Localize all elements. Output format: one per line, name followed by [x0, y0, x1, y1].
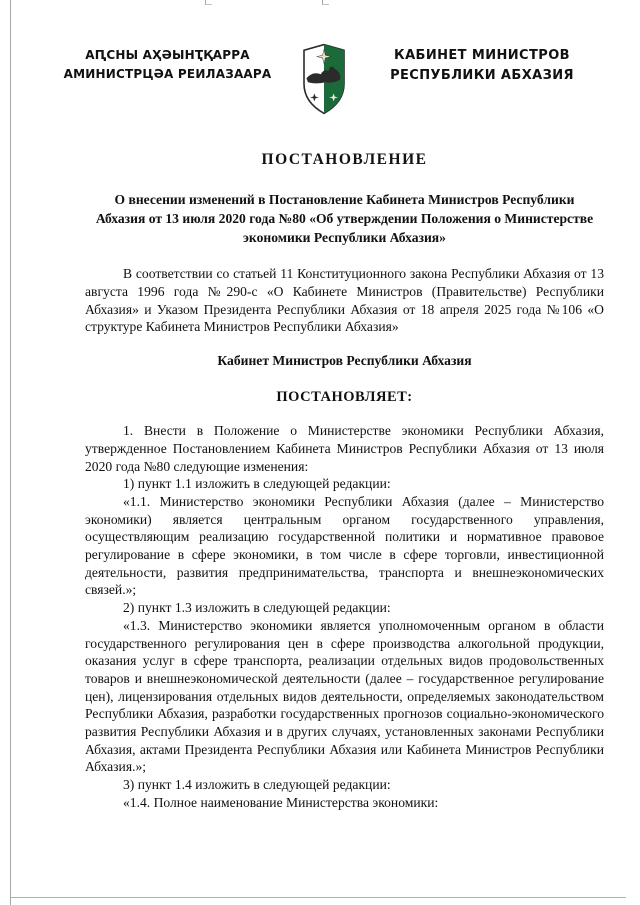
letterhead-russian-line2: РЕСПУБЛИКИ АБХАЗИЯ: [390, 68, 574, 84]
document-subject: О внесении изменений в Постановление Кабинета Министров Республики Абхазия от 13 июля 2020 года №80 «Об утверждении Положения о Министерстве экономики Республики Абхазия»: [95, 192, 594, 246]
abkhazia-coat-of-arms-icon: [300, 42, 348, 116]
clause-paragraph: 1) пункт 1.1 изложить в следующей редакции:: [123, 476, 391, 492]
letterhead-abkhaz-line2: АМИНИСТРЦӘА РЕИЛАЗААРА: [63, 66, 272, 81]
scan-artifact-bottom-line: [11, 897, 626, 898]
scan-artifact-mark: [205, 0, 212, 5]
scan-artifact-left-line: [10, 0, 11, 905]
letterhead-abkhaz-name: [60, 42, 275, 83]
letterhead: [0, 0, 640, 116]
letterhead-russian-name: [372, 42, 592, 86]
clause-paragraph: 2) пункт 1.3 изложить в следующей редакции:: [123, 600, 391, 616]
document-clauses: [85, 422, 604, 811]
document-title: ПОСТАНОВЛЕНИЕ: [261, 151, 428, 168]
clause-paragraph: 3) пункт 1.4 изложить в следующей редакции:: [123, 776, 391, 792]
clause-paragraph: 1. Внести в Положение о Министерстве экономики Республики Абхазия, утвержденное Постановлением Кабинета Министров Республики Абхазия от 13 июля 2020 года №80 следующие изменения:: [85, 423, 604, 474]
document-authority: Кабинет Министров Республики Абхазия: [217, 352, 472, 368]
clause-paragraph: «1.1. Министерство экономики Республики Абхазия (далее – Министерство экономики) является центральным органом государственного управления, осуществляющим реализацию государственной политики и нормативное правовое регулирование в сфере экономики, в том числе в сфере торговли, инвестиционной деятельности, развития предпринимательства, транспорта и внешнеэкономических связей.»;: [85, 494, 604, 598]
letterhead-russian-line1: КАБИНЕТ МИНИСТРОВ: [394, 48, 570, 63]
document-preamble: В соответствии со статьей 11 Конституционного закона Республики Абхазия от 13 августа 1996 года №290-с «О Кабинете Министров (Правительстве) Республики Абхазия» и Указом Президента Республики Абхазия от 18 апреля 2025 года №106 «О структуре Кабинета Министров Республики Абхазия»: [85, 266, 604, 335]
letterhead-abkhaz-line1: АԤСНЫ АҲӘЫНҬҚАРРА: [85, 48, 250, 62]
document-resolves: ПОСТАНОВЛЯЕТ:: [276, 388, 413, 405]
clause-paragraph: «1.4. Полное наименование Министерства экономики:: [123, 794, 439, 810]
scan-artifact-mark: [322, 0, 329, 5]
clause-paragraph: «1.3. Министерство экономики является уполномоченным органом в области государственного регулирования цен в сфере производства алкогольной продукции, оказания услуг в сфере транспорта, реализации отдельных видов продовольственных товаров и внешнеэкономической деятельности (далее – государственное регулирование цен), лицензирования отдельных видов деятельности, определяемых законодательством Республики Абхазия, разработки государственных прогнозов социально-экономического развития Республики Абхазия и в других случаях, установленных законами Республики Абхазия, актами Президента Республики Абхазия или Кабинета Министров Республики Абхазия.»;: [85, 617, 604, 775]
decree-body: [0, 150, 640, 811]
